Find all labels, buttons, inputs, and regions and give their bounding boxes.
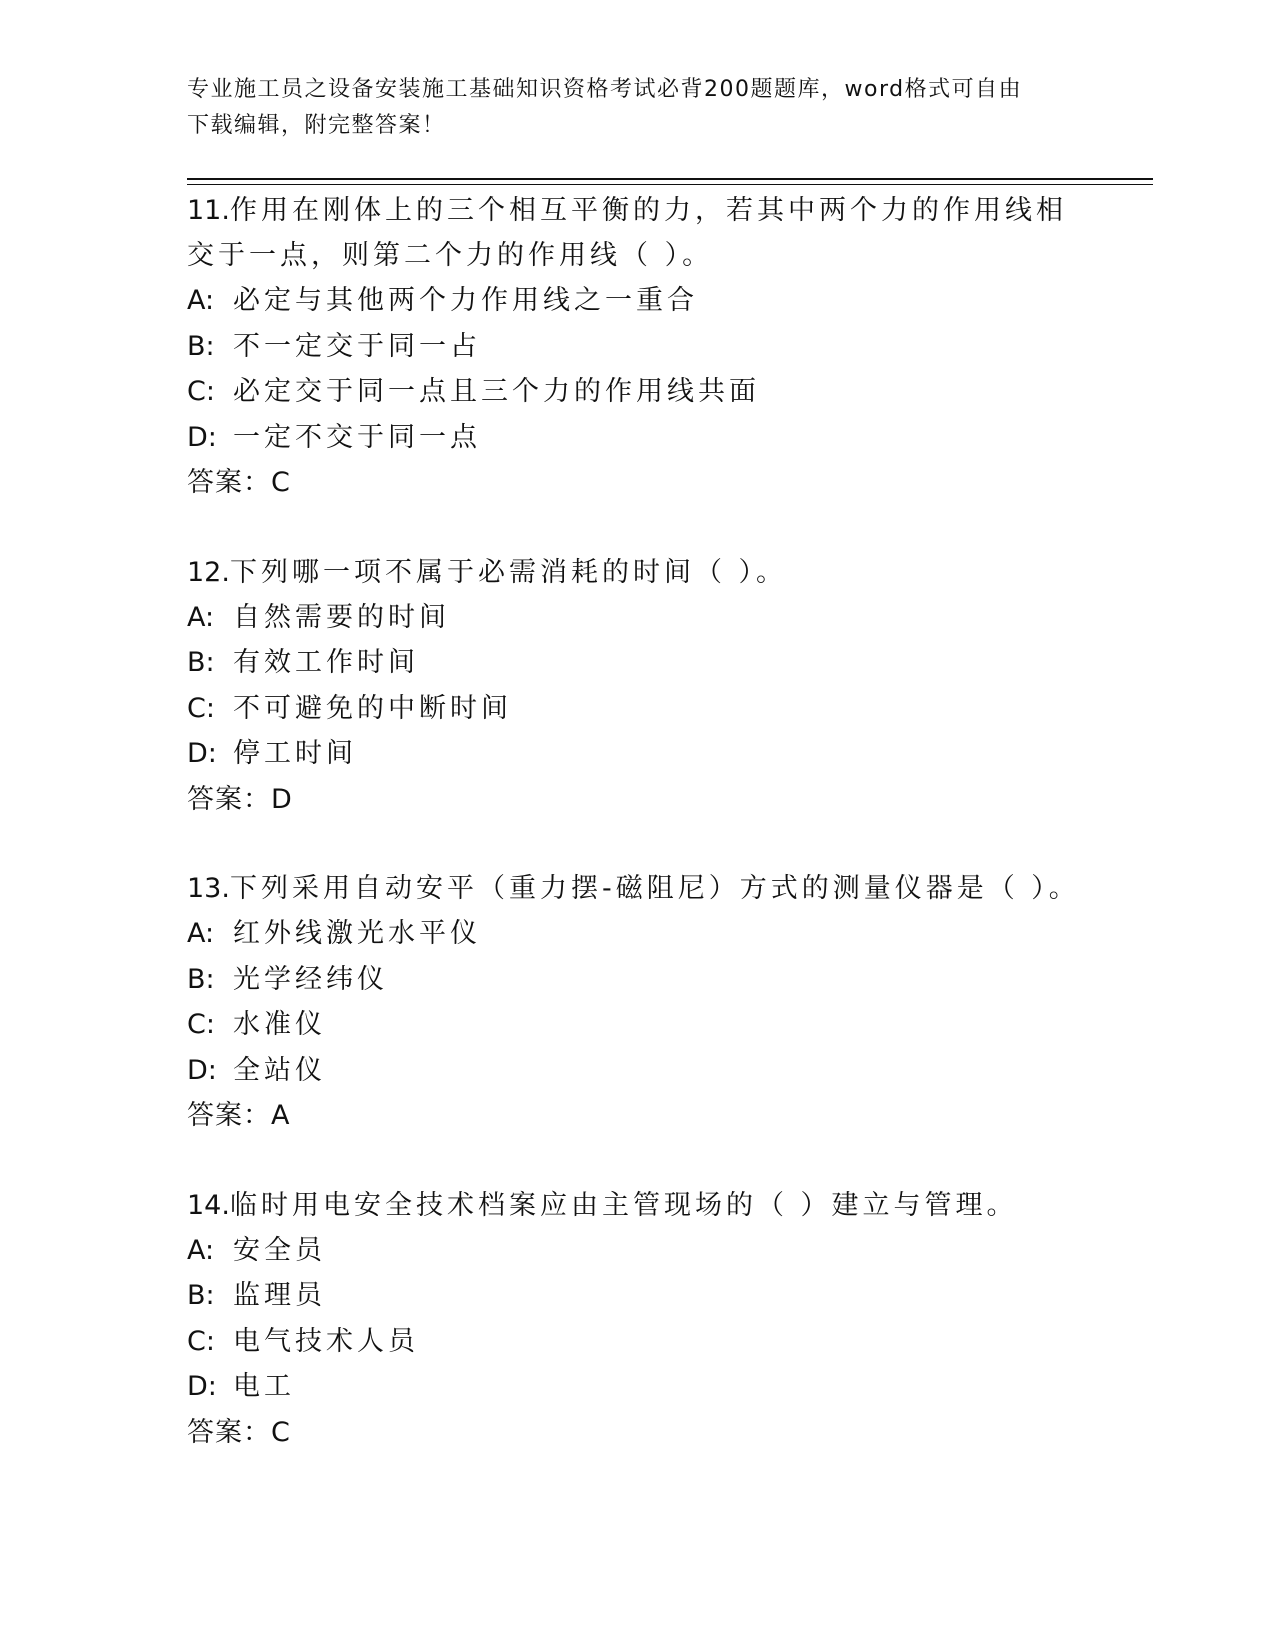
option-b xyxy=(187,324,1087,370)
question-item xyxy=(187,550,1087,823)
option-c xyxy=(187,686,1087,732)
option-letter: A: xyxy=(187,601,215,633)
question-stem xyxy=(187,550,1087,595)
option-letter: D: xyxy=(187,1054,217,1086)
option-text: 停工时间 xyxy=(233,738,357,769)
option-text: 水准仪 xyxy=(233,1009,326,1040)
option-b xyxy=(187,957,1087,1003)
option-d xyxy=(187,1048,1087,1094)
option-text: 自然需要的时间 xyxy=(233,601,450,633)
question-item xyxy=(187,866,1087,1139)
option-text: 必定交于同一点且三个力的作用线共面 xyxy=(233,376,760,407)
option-c xyxy=(187,369,1087,415)
option-letter: A: xyxy=(187,285,215,316)
option-a xyxy=(187,911,1087,957)
question-number: 12. xyxy=(187,556,230,588)
option-letter: C: xyxy=(187,1325,215,1357)
question-stem xyxy=(187,1183,1087,1228)
question-text: 临时用电安全技术档案应由主管现场的（ ）建立与管理。 xyxy=(229,1189,1018,1221)
question-number: 11. xyxy=(187,195,230,226)
option-letter: B: xyxy=(187,330,215,362)
option-text: 监理员 xyxy=(233,1280,326,1311)
header-line-1: 专业施工员之设备安装施工基础知识资格考试必背200题题库，word格式可自由 xyxy=(187,77,1023,102)
option-letter: A: xyxy=(187,918,215,949)
header-divider-thin xyxy=(187,184,1153,185)
document-header xyxy=(187,72,1067,144)
option-text: 有效工作时间 xyxy=(233,647,419,678)
option-text: 一定不交于同一点 xyxy=(233,421,481,453)
option-a xyxy=(187,1228,1087,1274)
answer-line: 答案：A xyxy=(187,1100,291,1131)
option-a xyxy=(187,278,1087,324)
answer-line: 答案：C xyxy=(187,467,291,498)
answer-line: 答案：C xyxy=(187,1416,291,1448)
option-text: 红外线激光水平仪 xyxy=(233,918,481,949)
option-text: 电气技术人员 xyxy=(233,1325,419,1357)
option-letter: A: xyxy=(187,1234,215,1266)
option-letter: C: xyxy=(187,1009,215,1040)
answer-line: 答案：D xyxy=(187,783,293,815)
question-list xyxy=(187,188,1087,1499)
question-item xyxy=(187,188,1087,506)
option-d xyxy=(187,731,1087,777)
option-b xyxy=(187,640,1087,686)
header-line-2: 下载编辑，附完整答案！ xyxy=(187,113,446,138)
question-text: 下列哪一项不属于必需消耗的时间（ ）。 xyxy=(229,556,788,588)
question-stem xyxy=(187,188,1087,278)
question-text: 作用在刚体上的三个相互平衡的力，若其中两个力的作用线相交于一点，则第二个力的作用线（ ）。 xyxy=(187,195,1067,271)
option-text: 全站仪 xyxy=(233,1054,326,1086)
option-text: 电工 xyxy=(233,1371,295,1402)
header-divider-thick xyxy=(187,178,1153,180)
question-number: 13. xyxy=(187,873,230,904)
option-a xyxy=(187,595,1087,641)
option-c xyxy=(187,1002,1087,1048)
option-text: 不可避免的中断时间 xyxy=(233,692,512,724)
option-d xyxy=(187,1364,1087,1410)
option-text: 安全员 xyxy=(233,1234,326,1266)
option-letter: D: xyxy=(187,738,217,769)
option-letter: D: xyxy=(187,421,217,453)
option-letter: C: xyxy=(187,692,215,724)
option-text: 光学经纬仪 xyxy=(233,963,388,995)
option-letter: B: xyxy=(187,963,215,995)
option-d xyxy=(187,415,1087,461)
option-letter: C: xyxy=(187,376,215,407)
option-c xyxy=(187,1319,1087,1365)
option-letter: D: xyxy=(187,1371,217,1402)
option-letter: B: xyxy=(187,1280,215,1311)
option-text: 不一定交于同一占 xyxy=(233,330,481,362)
option-letter: B: xyxy=(187,647,215,678)
question-number: 14. xyxy=(187,1189,230,1221)
question-item xyxy=(187,1183,1087,1456)
option-b xyxy=(187,1273,1087,1319)
option-text: 必定与其他两个力作用线之一重合 xyxy=(233,285,698,316)
question-text: 下列采用自动安平（重力摆-磁阻尼）方式的测量仪器是（ ）。 xyxy=(229,873,1080,904)
question-stem xyxy=(187,866,1087,911)
